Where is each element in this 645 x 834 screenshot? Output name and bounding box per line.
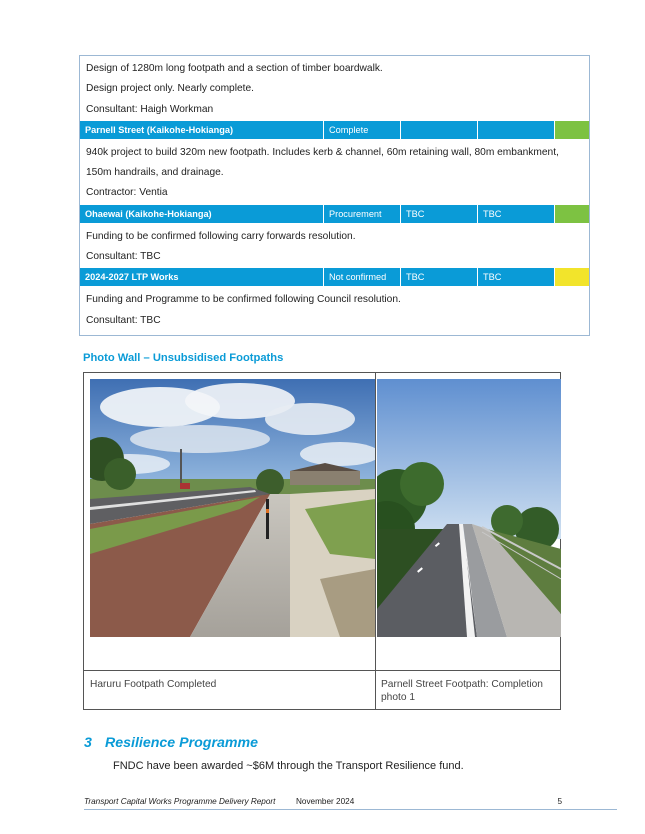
table-divider bbox=[375, 373, 376, 709]
project-header-row bbox=[80, 204, 589, 224]
desc-line: Consultant: TBC bbox=[86, 251, 161, 263]
project-date-end: TBC bbox=[478, 268, 555, 286]
desc-line: 940k project to build 320m new footpath. Includes kerb & channel, 60m retaining wall, 80m embankment, bbox=[86, 146, 559, 158]
project-date-start: TBC bbox=[401, 205, 478, 223]
footer-date: November 2024 bbox=[296, 797, 355, 806]
desc-line: Design project only. Nearly complete. bbox=[86, 83, 254, 95]
project-name: Parnell Street (Kaikohe-Hokianga) bbox=[80, 121, 324, 139]
project-description bbox=[80, 140, 589, 204]
project-date-start bbox=[401, 121, 478, 139]
section-title: Resilience Programme bbox=[105, 735, 258, 751]
footer-report-title: Transport Capital Works Programme Delivery Report bbox=[84, 797, 276, 806]
project-description bbox=[80, 287, 589, 335]
desc-line: Design of 1280m long footpath and a section of timber boardwalk. bbox=[86, 63, 383, 74]
rag-status-indicator bbox=[555, 268, 589, 286]
project-status: Not confirmed bbox=[324, 268, 401, 286]
project-table bbox=[79, 55, 590, 336]
desc-line: Funding and Programme to be confirmed following Council resolution. bbox=[86, 294, 401, 306]
desc-line: Funding to be confirmed following carry forwards resolution. bbox=[86, 230, 356, 242]
page-footer bbox=[84, 797, 562, 806]
project-status: Complete bbox=[324, 121, 401, 139]
footer-divider bbox=[84, 809, 617, 810]
project-name: Ohaewai (Kaikohe-Hokianga) bbox=[80, 205, 324, 223]
photo-caption: Parnell Street Footpath: Completion photo 1 bbox=[381, 679, 543, 703]
section-number: 3 bbox=[84, 735, 92, 751]
rag-status-indicator bbox=[555, 121, 589, 139]
photo-wall-table bbox=[83, 372, 561, 710]
page-number: 5 bbox=[557, 797, 562, 806]
project-header-row bbox=[80, 267, 589, 287]
project-date-end: TBC bbox=[478, 205, 555, 223]
section-heading bbox=[84, 735, 258, 751]
project-name: 2024-2027 LTP Works bbox=[80, 268, 324, 286]
project-header-row bbox=[80, 120, 589, 140]
section-body: FNDC have been awarded ~$6M through the Transport Resilience fund. bbox=[113, 760, 464, 772]
desc-line: Consultant: TBC bbox=[86, 314, 161, 326]
desc-line: Consultant: Haigh Workman bbox=[86, 103, 214, 115]
haruru-footpath-photo bbox=[90, 379, 375, 637]
table-divider bbox=[84, 670, 560, 671]
desc-line: 150m handrails, and drainage. bbox=[86, 167, 224, 179]
photo-caption: Haruru Footpath Completed bbox=[90, 679, 217, 690]
photo-wall-heading: Photo Wall – Unsubsidised Footpaths bbox=[83, 352, 284, 364]
desc-line: Contractor: Ventia bbox=[86, 187, 168, 199]
parnell-street-footpath-photo bbox=[377, 379, 561, 637]
project-date-end bbox=[478, 121, 555, 139]
rag-status-indicator bbox=[555, 205, 589, 223]
project-status: Procurement bbox=[324, 205, 401, 223]
project-description bbox=[80, 56, 589, 120]
project-description bbox=[80, 224, 589, 268]
project-date-start: TBC bbox=[401, 268, 478, 286]
